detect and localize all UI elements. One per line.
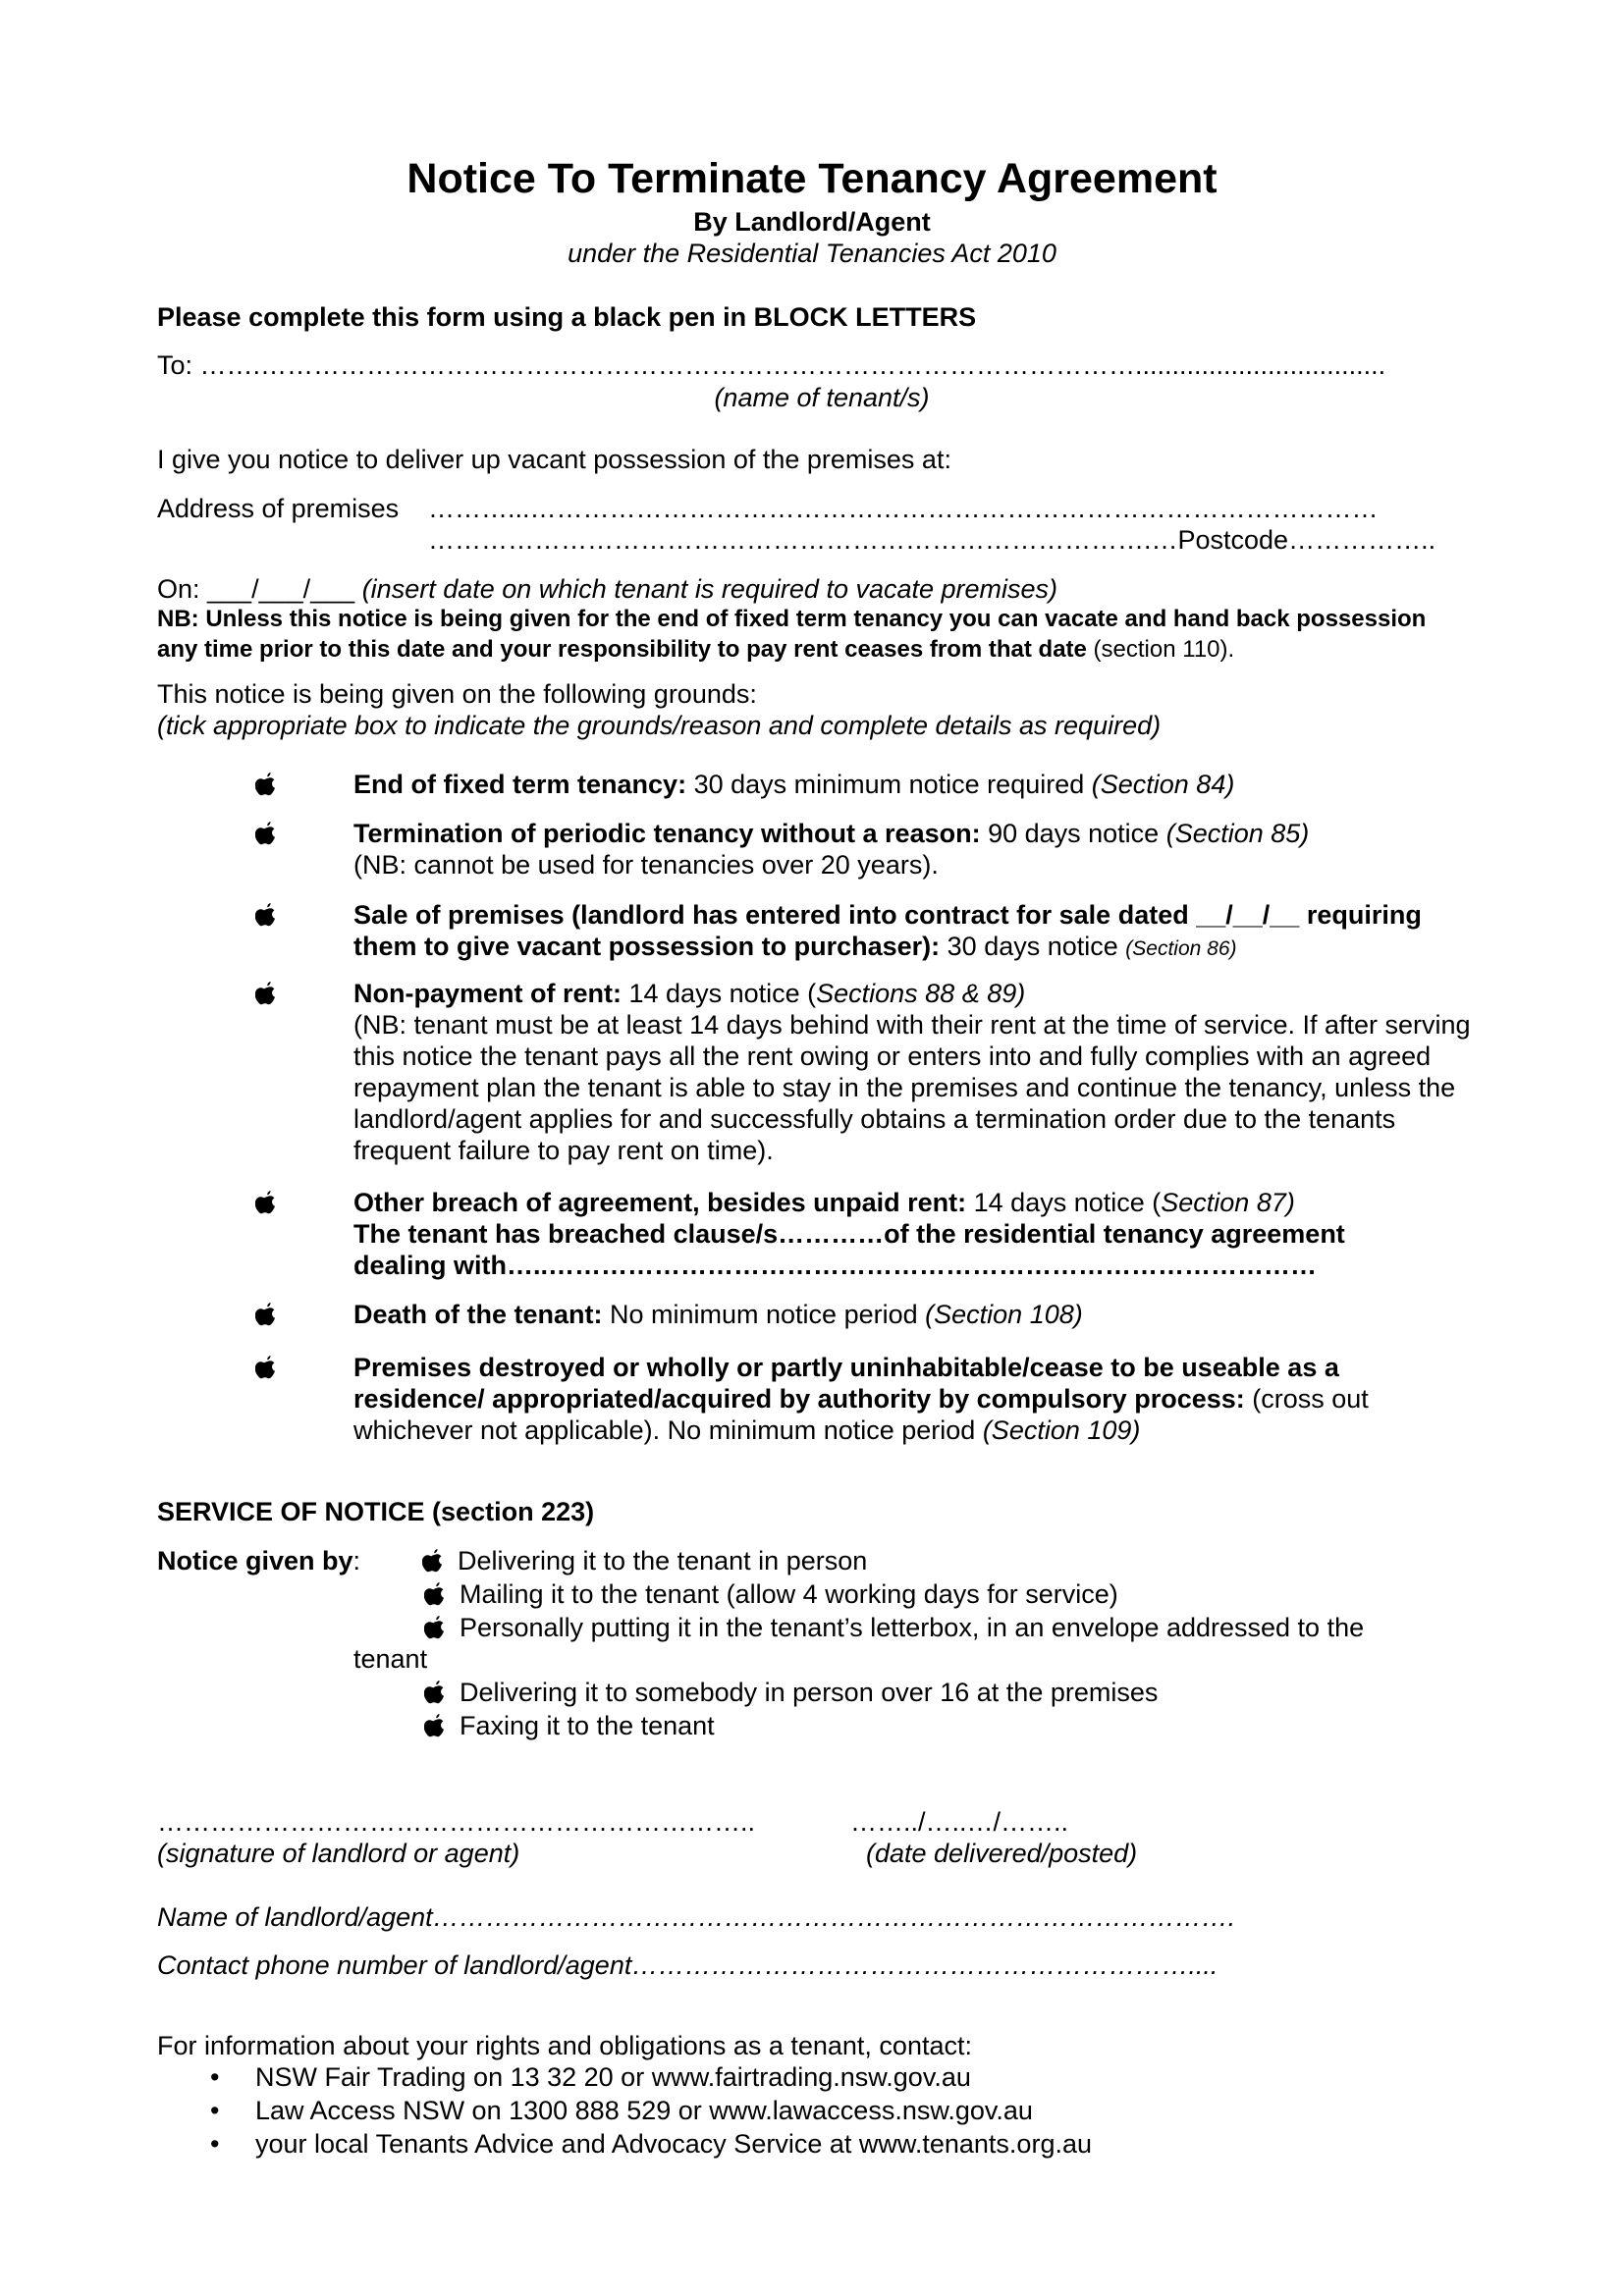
service-option-letterbox: Personally putting it in the tenant’s letterbox, in an envelope addressed to the: [460, 1613, 1365, 1642]
apple-icon[interactable]: [255, 773, 277, 798]
act-reference: under the Residential Tenancies Act 2010: [568, 239, 1056, 268]
signature-caption: (signature of landlord or agent): [157, 1839, 520, 1868]
ground-nonpayment: [353, 978, 1025, 1010]
apple-icon[interactable]: [424, 1714, 446, 1739]
bullet-icon: •: [210, 2062, 220, 2092]
service-option-person-over-16: Delivering it to somebody in person over 16 at the premises: [460, 1678, 1159, 1707]
service-option-letterbox-wrap: tenant: [353, 1644, 428, 1674]
ground-nonpayment-nb: (NB: tenant must be at least 14 days behind with their rent at the time of service. If after serving this notice the tenant pays all the rent owing or enters into and fully complies with an agreed repayment plan the tenant is able to stay in the premises and continue the tenancy, unless the landlord/agent applies for and successfully obtains a termination order due to the tenants frequent failure to pay rent on time).: [353, 1010, 1471, 1165]
tenant-name-caption: (name of tenant/s): [714, 383, 930, 412]
apple-icon[interactable]: [255, 982, 277, 1007]
ground-sale-title: Sale of premises (landlord has entered into contract for sale dated __/__/__ requiring: [353, 900, 1422, 930]
nb-notice-text: NB: Unless this notice is being given for the end of fixed term tenancy you can vacate and hand back possession any time prior to this date and your responsibility to pay rent ceases from that date: [157, 606, 1427, 664]
vacate-date-line[interactable]: [157, 573, 1057, 606]
to-label: To:: [157, 350, 200, 380]
ground-fixed-term-notice: 30 days minimum notice required: [686, 770, 1092, 799]
ground-periodic-nb: (NB: cannot be used for tenancies over 20 years).: [353, 850, 939, 880]
ground-periodic-section: (Section 85): [1165, 819, 1310, 848]
ground-destroyed-line3: [353, 1415, 1140, 1447]
address-field-line2[interactable]: ……………………………………………………………………….…Postcode……………..: [428, 525, 1436, 555]
date-delivered-field[interactable]: ……../…..…/……..: [850, 1807, 1069, 1837]
apple-icon[interactable]: [255, 1191, 277, 1216]
service-option-in-person: Delivering it to the tenant in person: [458, 1546, 868, 1575]
ground-sale-section: (Section 86): [1125, 937, 1237, 960]
to-line[interactable]: [157, 349, 1385, 382]
ground-death-title: Death of the tenant:: [353, 1300, 603, 1329]
ground-death: [353, 1299, 1083, 1331]
ground-periodic-title: Termination of periodic tenancy without a reason:: [353, 819, 981, 848]
notice-given-by-label: Notice given by: [157, 1546, 353, 1575]
nb-notice-ref: (section 110).: [1093, 636, 1235, 664]
ground-nonpayment-notice: 14 days notice (: [622, 979, 817, 1008]
bullet-icon: •: [210, 2096, 220, 2125]
apple-icon[interactable]: [255, 1303, 277, 1328]
page-title: Notice To Terminate Tenancy Agreement: [406, 155, 1218, 202]
notice-intro: I give you notice to deliver up vacant possession of the premises at:: [157, 445, 951, 474]
apple-icon[interactable]: [422, 1549, 444, 1575]
ground-destroyed-title2: residence/ appropriated/acquired by authority by compulsory process:: [353, 1384, 1245, 1414]
ground-destroyed-section: (Section 109): [982, 1415, 1141, 1445]
ground-death-notice: No minimum notice period: [602, 1300, 926, 1329]
breach-clause-field[interactable]: The tenant has breached clause/s…………of the residential tenancy agreement: [353, 1219, 1345, 1249]
address-field-line1[interactable]: ………...……………………………………………………………………………………: [428, 494, 1379, 523]
ground-breach-title: Other breach of agreement, besides unpaid rent:: [353, 1188, 967, 1217]
ground-periodic-notice: 90 days notice: [980, 819, 1166, 848]
apple-icon[interactable]: [424, 1616, 446, 1641]
service-option-fax: Faxing it to the tenant: [460, 1711, 715, 1740]
ground-sale-title2: them to give vacant possession to purchaser):: [353, 932, 941, 961]
landlord-name-field[interactable]: Name of landlord/agent……………………………………………………………………………….: [157, 1902, 1236, 1932]
ground-nonpayment-title: Non-payment of rent:: [353, 979, 622, 1008]
ground-destroyed-line2: [353, 1383, 1369, 1415]
ground-breach: [353, 1187, 1295, 1219]
ground-fixed-term-section: (Section 84): [1091, 770, 1235, 799]
ground-sale-notice: 30 days notice: [940, 932, 1126, 961]
date-caption: (date delivered/posted): [866, 1839, 1138, 1868]
service-option-mail: Mailing it to the tenant (allow 4 working days for service): [460, 1579, 1118, 1609]
ground-destroyed-notice: whichever not applicable). No minimum notice period: [353, 1415, 983, 1445]
ground-destroyed-title: Premises destroyed or wholly or partly uninhabitable/cease to be useable as a: [353, 1353, 1339, 1382]
address-label: Address of premises: [157, 494, 400, 523]
apple-icon[interactable]: [255, 822, 277, 847]
landlord-phone-field[interactable]: Contact phone number of landlord/agent………………………………………………………....: [157, 1950, 1218, 1980]
ground-fixed-term: [353, 769, 1234, 801]
ground-death-section: (Section 108): [925, 1300, 1083, 1329]
ground-destroyed-note: (cross out: [1244, 1384, 1369, 1414]
contact-tenants-advice: your local Tenants Advice and Advocacy Service at www.tenants.org.au: [255, 2129, 1092, 2159]
ground-breach-section: Section 87): [1161, 1188, 1295, 1217]
apple-icon[interactable]: [255, 903, 277, 929]
breach-dealing-field[interactable]: dealing with…..……………………………………………………………………………: [353, 1251, 1318, 1280]
instruction: Please complete this form using a black pen in BLOCK LETTERS: [157, 302, 977, 332]
vacate-date-field[interactable]: On: ___/___/___: [157, 574, 355, 604]
contact-fair-trading: NSW Fair Trading on 13 32 20 or www.fairtrading.nsw.gov.au: [255, 2062, 971, 2092]
ground-nonpayment-section: Sections 88 & 89): [816, 979, 1026, 1008]
ground-breach-notice: 14 days notice (: [966, 1188, 1162, 1217]
service-heading: SERVICE OF NOTICE (section 223): [157, 1497, 595, 1526]
notice-given-by-colon: :: [352, 1546, 361, 1575]
nb-notice: [157, 604, 1473, 665]
grounds-hint: (tick appropriate box to indicate the grounds/reason and complete details as required): [157, 711, 1162, 740]
ground-fixed-term-title: End of fixed term tenancy:: [353, 770, 687, 799]
apple-icon[interactable]: [424, 1582, 446, 1608]
apple-icon[interactable]: [255, 1356, 277, 1381]
ground-periodic: [353, 818, 1309, 850]
grounds-intro: This notice is being given on the following grounds:: [157, 679, 757, 709]
signature-field[interactable]: …………………………………………………………..: [157, 1807, 756, 1837]
contact-law-access: Law Access NSW on 1300 888 529 or www.lawaccess.nsw.gov.au: [255, 2096, 1033, 2125]
bullet-icon: •: [210, 2129, 220, 2159]
info-intro: For information about your rights and obligations as a tenant, contact:: [157, 2031, 972, 2060]
notice-given-by: [157, 1545, 360, 1577]
tenant-name-field[interactable]: …….………………………………………………………………………………………..................................: [199, 350, 1386, 380]
apple-icon[interactable]: [424, 1681, 446, 1706]
ground-sale-line2: [353, 931, 1237, 963]
vacate-date-note: (insert date on which tenant is required to vacate premises): [361, 574, 1058, 604]
page-subtitle: By Landlord/Agent: [693, 207, 931, 237]
